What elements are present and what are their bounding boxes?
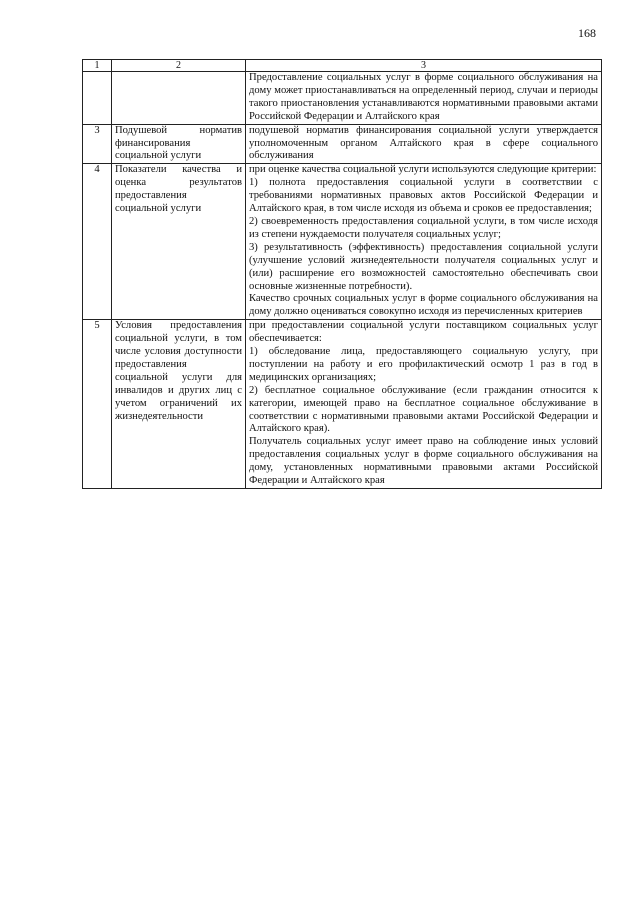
row-description bbox=[246, 320, 602, 489]
column-number-1: 1 bbox=[83, 60, 112, 72]
paragraph: 2) своевременность предоставления социальной услуги, в том числе исходя из степени нуждаемости получателя социальных услуг; bbox=[249, 215, 598, 240]
paragraph: подушевой норматив финансирования социальной услуги утверждается уполномоченным органом Алтайского края в сфере социального обслуживания bbox=[249, 124, 598, 162]
paragraph: Качество срочных социальных услуг в форме социального обслуживания на дому должно оцениваться совокупно исходя из перечисленных критериев bbox=[249, 293, 598, 318]
page-number: 168 bbox=[578, 26, 596, 40]
table-row bbox=[83, 320, 602, 489]
paragraph: при оценке качества социальной услуги используются следующие критерии: bbox=[249, 164, 597, 176]
paragraph: Получатель социальных услуг имеет право на соблюдение иных условий предоставления социальных услуг в форме социального обслуживания на дому, установленных нормативными правовыми актами Российской Федерации и Алтайского края bbox=[249, 436, 598, 487]
row-number: 4 bbox=[83, 164, 112, 320]
column-number-2: 2 bbox=[112, 60, 246, 72]
paragraph: 1) обследование лица, предоставляющего социальную услугу, при поступлении на работу и его профилактический осмотр 1 раз в год в медицинских организациях; bbox=[249, 346, 598, 383]
paragraph: 3) результативность (эффективность) предоставления социальной услуги (улучшение условий жизнедеятельности получателя социальных услуг и (или) расширение его возможностей самостоятельно обеспечивать свои основные жизненные потребности). bbox=[249, 241, 598, 292]
table-row bbox=[83, 72, 602, 125]
table-row bbox=[83, 124, 602, 164]
row-name bbox=[112, 72, 246, 125]
services-table bbox=[82, 59, 602, 489]
row-number: 5 bbox=[83, 320, 112, 489]
row-number bbox=[83, 72, 112, 125]
row-name: Подушевой норматив финансирования социальной услуги bbox=[112, 124, 246, 164]
row-name: Показатели качества и оценка результатов предоставления социальной услуги bbox=[112, 164, 246, 320]
row-name: Условия предоставления социальной услуги, в том числе условия доступности предоставления социальной услуги для инвалидов и других лиц с учетом ограничений их жизнедеятельности bbox=[112, 320, 246, 489]
paragraph: 1) полнота предоставления социальной услуги в соответствии с требованиями нормативных правовых актов Российской Федерации и Алтайского края, в том числе исходя из объема и сроков ее предоставления; bbox=[249, 177, 598, 215]
row-description bbox=[246, 124, 602, 164]
paragraph: при предоставлении социальной услуги поставщиком социальных услуг обеспечивается: bbox=[249, 320, 598, 345]
paragraph: Предоставление социальных услуг в форме социального обслуживания на дому может приостанавливаться на определенный период, случаи и периоды такого приостановления устанавливаются нормативными правовыми актами Российской Федерации и Алтайского края bbox=[249, 72, 598, 122]
column-number-3: 3 bbox=[246, 60, 602, 72]
row-description bbox=[246, 164, 602, 320]
table-row bbox=[83, 164, 602, 320]
table-header-row bbox=[83, 60, 602, 72]
paragraph: 2) бесплатное социальное обслуживание (если гражданин относится к категории, имеющей право на бесплатное социальное обслуживание в соответствии с нормативными правовыми актами Российской Федерации и Алтайского края). bbox=[249, 384, 598, 435]
row-description bbox=[246, 72, 602, 125]
row-number: 3 bbox=[83, 124, 112, 164]
